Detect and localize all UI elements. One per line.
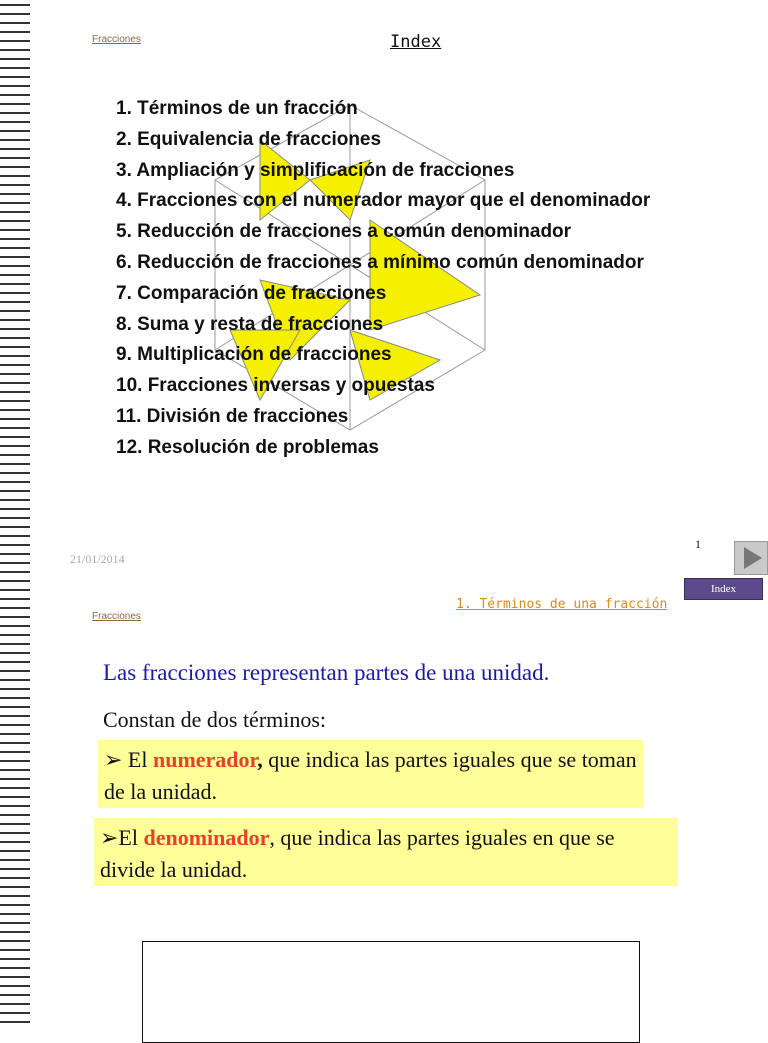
notebook-spiral-binding [0, 0, 30, 1024]
index-item[interactable]: 6. Reducción de fracciones a mínimo común denominador [116, 251, 644, 273]
figure-frame [142, 941, 640, 1043]
index-item[interactable]: 9. Multiplicación de fracciones [116, 344, 392, 366]
index-item[interactable]: 8. Suma y resta de fracciones [116, 313, 384, 335]
page-number: 1 [695, 537, 701, 551]
denominador-box [94, 818, 678, 886]
page-title: Index [390, 32, 442, 52]
section-title: 1. Términos de una fracción [456, 597, 668, 612]
bullet-arrow: ➢ El [104, 747, 153, 772]
bullet-arrow: ➢El [100, 825, 144, 850]
index-item[interactable]: 11. División de fracciones [116, 405, 349, 427]
denominador-description: , que indica las partes iguales en que se divide la unidad. [100, 825, 615, 882]
terms-heading: Constan de dos términos: [103, 707, 327, 732]
slide-date: 21/01/2014 [70, 552, 125, 566]
index-item[interactable]: 7. Comparación de fracciones [116, 282, 387, 304]
index-item[interactable]: 12. Resolución de problemas [116, 436, 379, 458]
intro-text: Las fracciones representan partes de una unidad. [103, 660, 550, 685]
index-item[interactable]: 5. Reducción de fracciones a común denominador [116, 221, 572, 243]
numerador-description: que indica las partes iguales que se toman de la unidad. [104, 747, 637, 804]
header-link-fracciones[interactable]: Fracciones [92, 611, 141, 622]
next-slide-button[interactable] [734, 541, 768, 575]
keyword-denominador: denominador [143, 825, 270, 850]
header-link-fracciones[interactable]: Fracciones [92, 34, 141, 45]
numerador-box [98, 740, 643, 808]
index-item[interactable]: 10. Fracciones inversas y opuestas [116, 375, 435, 397]
index-item[interactable]: 4. Fracciones con el numerador mayor que el denominador [116, 190, 651, 212]
index-item[interactable]: 2. Equivalencia de fracciones [116, 128, 382, 150]
play-arrow-icon [735, 542, 767, 574]
index-item[interactable]: 3. Ampliación y simplificación de fracciones [116, 159, 515, 181]
index-button[interactable]: Index [684, 578, 763, 600]
index-item[interactable]: 1. Términos de un fracción [116, 98, 358, 119]
comma: , [257, 747, 263, 772]
keyword-numerador: numerador [152, 747, 258, 772]
index-list [116, 94, 650, 464]
